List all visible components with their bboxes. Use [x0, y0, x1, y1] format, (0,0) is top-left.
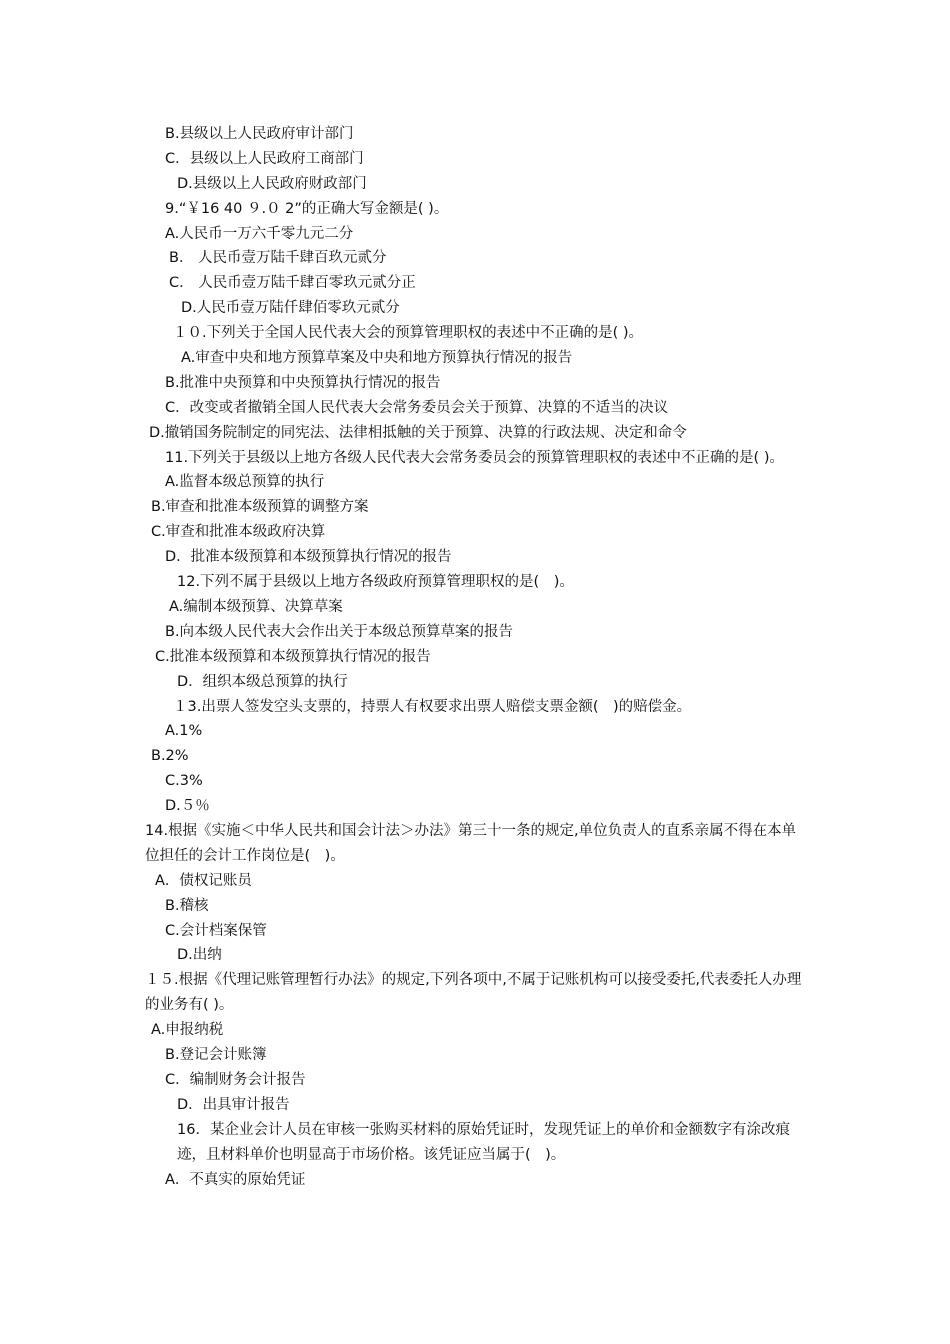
text-line: B． 人民币壹万陆千肆百玖元贰分 [169, 250, 387, 267]
text-line: D．组织本级总预算的执行 [177, 673, 348, 690]
text-line: A.1% [165, 723, 203, 740]
document-body [145, 122, 810, 1192]
text-line: D．出具审计报告 [177, 1096, 290, 1113]
text-line: B.审查和批准本级预算的调整方案 [151, 499, 369, 516]
text-line: 14.根据《实施＜中华人民共和国会计法＞办法》第三十一条的规定,单位负责人的直系亲属不得在本单位担任的会计工作岗位是( )。 [145, 822, 797, 864]
text-line: D.县级以上人民政府财政部门 [177, 175, 367, 192]
text-line: B.稽核 [165, 897, 209, 914]
text-line: C.会计档案保管 [165, 922, 267, 939]
text-line: １3.出票人签发空头支票的，持票人有权要求出票人赔偿支票金额( )的赔偿金。 [173, 698, 692, 715]
text-line: A．不真实的原始凭证 [165, 1171, 306, 1188]
text-line: A.监督本级总预算的执行 [165, 474, 325, 491]
text-line: D.人民币壹万陆仟肆佰零玖元贰分 [181, 300, 400, 317]
text-line: 9.“￥16 40 ９.０ 2”的正确大写金额是( )。 [165, 200, 449, 217]
text-line: C．编制财务会计报告 [165, 1071, 306, 1088]
text-line: C．改变或者撤销全国人民代表大会常务委员会关于预算、决算的不适当的决议 [165, 399, 669, 416]
text-line: A.编制本级预算、决算草案 [169, 598, 343, 615]
text-line: B.县级以上人民政府审计部门 [165, 126, 354, 142]
text-line: B.2% [151, 748, 189, 765]
text-line: １０.下列关于全国人民代表大会的预算管理职权的表述中不正确的是( )。 [173, 325, 644, 342]
text-line: １５.根据《代理记账管理暂行办法》的规定,下列各项中,不属于记账机构可以接受委托,代表委托人办理的业务有( )。 [145, 972, 802, 1014]
text-line: 16．某企业会计人员在审核一张购买材料的原始凭证时，发现凭证上的单价和金额数字有涂改痕迹，且材料单价也明显高于市场价格。该凭证应当属于( )。 [177, 1121, 790, 1163]
text-line: 12.下列不属于县级以上地方各级政府预算管理职权的是( )。 [177, 574, 574, 591]
text-line: A.申报纳税 [151, 1022, 224, 1039]
text-line: D.５％ [165, 798, 210, 815]
text-line: B.批准中央预算和中央预算执行情况的报告 [165, 374, 441, 391]
text-line: B.向本级人民代表大会作出关于本级总预算草案的报告 [165, 623, 514, 640]
text-line: D.出纳 [177, 947, 222, 964]
text-line: C.批准本级预算和本级预算执行情况的报告 [155, 648, 431, 665]
text-line: A．债权记账员 [155, 872, 252, 889]
text-line: A.人民币一万六千零九元二分 [165, 225, 354, 242]
text-line: 11.下列关于县级以上地方各级人民代表大会常务委员会的预算管理职权的表述中不正确的是( )。 [165, 449, 784, 466]
text-line: D．批准本级预算和本级预算执行情况的报告 [165, 549, 452, 566]
text-line: C． 人民币壹万陆千肆百零玖元贰分正 [169, 275, 416, 292]
text-line: A.审查中央和地方预算草案及中央和地方预算执行情况的报告 [181, 350, 573, 367]
text-line: D.撤销国务院制定的同宪法、法律相抵触的关于预算、决算的行政法规、决定和命令 [149, 424, 687, 441]
text-line: B.登记会计账簿 [165, 1047, 267, 1064]
text-line: C.审查和批准本级政府决算 [151, 524, 326, 541]
text-line: C．县级以上人民政府工商部门 [165, 150, 364, 167]
text-line: C.3% [165, 773, 203, 790]
